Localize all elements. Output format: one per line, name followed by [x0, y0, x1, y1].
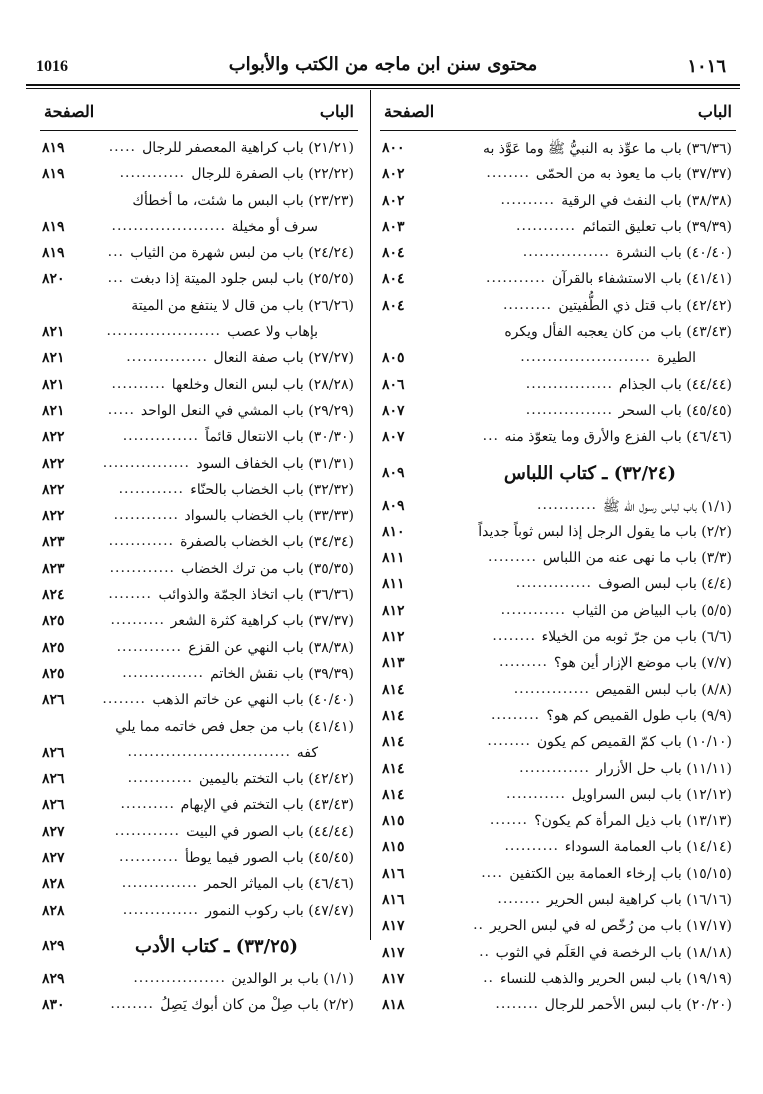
entry-title: (٣٢/٣٢) باب الخضاب بالحنّاء — [190, 481, 354, 498]
entry-page-number: ٨٢١ — [42, 402, 65, 419]
entry-title: بإهاب ولا عصب — [227, 324, 318, 341]
index-entry — [40, 347, 358, 373]
leader-dots: ............ — [119, 165, 185, 182]
column-header-page: الصفحة — [44, 102, 95, 121]
entry-title: (٢٠/٢٠) باب لبس الأحمر للرجال — [544, 997, 732, 1014]
leader-dots: ........... — [119, 849, 179, 866]
entry-title: (٩/٩) باب طول القميص كم هو؟ — [546, 707, 732, 724]
entry-title: (٤١/٤١) باب الاستشفاء بالقرآن — [551, 271, 732, 288]
index-entry — [380, 426, 736, 452]
index-entry — [380, 705, 736, 731]
index-entry — [40, 610, 358, 636]
index-entry — [380, 942, 736, 968]
leader-dots: ... — [107, 244, 124, 261]
index-entry — [380, 295, 736, 321]
entry-title: (١١/١١) باب حل الأزرار — [596, 760, 732, 777]
entry-title: (٣٧/٣٧) باب ما يعوذ به من الحمّى — [535, 166, 732, 183]
entry-page-number: ٨١٧ — [382, 918, 405, 935]
entry-title: (٣٧/٣٧) باب كراهية كثرة الشعر — [170, 613, 354, 630]
leader-dots: ..................... — [106, 323, 221, 340]
entry-title: (٢٦/٢٦) باب من قال لا ينتفع من الميتة — [131, 297, 354, 314]
leader-dots: ..... — [107, 401, 135, 418]
entry-page-number: ٨٢٢ — [42, 429, 65, 446]
entry-page-number: ٨٢٧ — [42, 850, 65, 867]
index-entry — [380, 652, 736, 678]
entry-page-number: ٨٠٤ — [382, 297, 405, 314]
leader-dots: ........ — [108, 586, 152, 603]
entry-title: (٣١/٣١) باب الخفاف السود — [196, 455, 354, 472]
page-header — [28, 52, 738, 84]
leader-dots: ........ — [492, 628, 536, 645]
index-entry — [40, 374, 358, 400]
entry-title: (٤٤/٤٤) باب الصور في البيت — [186, 823, 354, 840]
index-entry — [380, 137, 736, 163]
index-entry — [40, 426, 358, 452]
index-entry — [40, 873, 358, 899]
index-entry — [40, 584, 358, 610]
entry-title: (٨/٨) باب لبس القميص — [595, 681, 732, 698]
index-entry — [40, 900, 358, 926]
entry-title: (٢٨/٢٨) باب لبس النعال وخلعها — [171, 376, 354, 393]
entry-page-number: ٨١٤ — [382, 760, 405, 777]
index-entry — [40, 637, 358, 663]
index-entry — [380, 679, 736, 705]
entry-page-number: ٨١١ — [382, 576, 405, 593]
entry-page-number: ٨٢٧ — [42, 823, 65, 840]
entry-title: (٢٧/٢٧) باب صفة النعال — [213, 350, 354, 367]
index-entry — [380, 268, 736, 294]
leader-dots: ... — [107, 270, 124, 287]
index-entry — [380, 889, 736, 915]
index-entry-continuation — [40, 321, 358, 347]
entry-page-number: ٨١٤ — [382, 681, 405, 698]
index-entry — [40, 505, 358, 531]
leader-dots: .......... — [500, 191, 555, 208]
index-entry — [40, 400, 358, 426]
leader-dots: .. — [473, 917, 484, 934]
leader-dots: ......... — [498, 654, 548, 671]
entry-title: (٦/٦) باب من جرّ ثوبه من الخيلاء — [541, 629, 732, 646]
leader-dots: ................ — [525, 401, 613, 418]
entry-page-number: ٨٢٦ — [42, 771, 65, 788]
index-entry — [40, 295, 358, 321]
column-header-rule — [40, 130, 358, 131]
index-entry — [380, 915, 736, 941]
index-entry — [40, 994, 358, 1020]
entry-title: (٤٠/٤٠) باب النهي عن خاتم الذهب — [152, 692, 354, 709]
leader-dots: ............ — [109, 559, 175, 576]
leader-dots: .......... — [111, 375, 166, 392]
entry-page-number: ٨١٦ — [382, 892, 405, 909]
entry-title: (٢/٢) باب صِلْ من كان أبوك يَصِلُ — [160, 997, 354, 1014]
entry-page-number: ٨١٧ — [382, 970, 405, 987]
index-entry — [380, 216, 736, 242]
entry-title: (١٣/١٣) باب ذيل المرأة كم يكون؟ — [534, 813, 732, 830]
index-entry — [380, 600, 736, 626]
section-heading — [380, 453, 736, 495]
entry-title: (١٥/١٥) باب إرخاء العمامة بين الكتفين — [509, 865, 732, 882]
entry-title: سرف أو مخيلة — [231, 218, 318, 235]
column-header-page: الصفحة — [384, 102, 435, 121]
entry-title: (١٢/١٢) باب لبس السراويل — [571, 786, 732, 803]
entry-title: (٢٤/٢٤) باب من لبس شهرة من الثياب — [130, 245, 354, 262]
entry-page-number: ٨٢٩ — [42, 937, 65, 954]
entry-page-number: ٨٢١ — [42, 376, 65, 393]
index-entry-continuation — [40, 742, 358, 768]
entry-page-number: ٨٢٣ — [42, 560, 65, 577]
entry-page-number: ٨٠٠ — [382, 140, 405, 156]
index-entry — [380, 495, 736, 521]
entry-title: (١٦/١٦) باب كراهية لبس الحرير — [546, 892, 732, 909]
leader-dots: .............................. — [127, 743, 291, 760]
entry-page-number: ٨٢٣ — [42, 534, 65, 551]
column-header-bab: الباب — [319, 102, 354, 121]
leader-dots: ............ — [114, 822, 180, 839]
entry-title: كفه — [296, 744, 318, 761]
entry-page-number: ٨٠٤ — [382, 271, 405, 288]
entry-title: (٣٥/٣٥) باب من ترك الخضاب — [181, 560, 354, 577]
entry-page-number: ٨٠٩ — [382, 464, 405, 481]
index-entry — [40, 558, 358, 584]
entry-title: (٣٤/٣٤) باب الخضاب بالصفرة — [180, 534, 354, 551]
index-entry — [40, 268, 358, 294]
index-entry — [380, 784, 736, 810]
leader-dots: ......... — [487, 549, 537, 566]
leader-dots: .............. — [122, 901, 199, 918]
entry-title: (٣٩/٣٩) باب تعليق التمائم — [582, 218, 732, 235]
section-heading — [40, 926, 358, 968]
entry-page-number: ٨٢٨ — [42, 902, 65, 919]
index-entry — [40, 479, 358, 505]
entry-page-number: ٨٠٢ — [382, 166, 405, 183]
entry-page-number: ٨١٨ — [382, 997, 405, 1014]
entry-title: (٤٢/٤٢) باب قتل ذي الطُّفيتين — [558, 297, 732, 314]
leader-dots: ..... — [108, 139, 136, 155]
entry-page-number: ٨١٩ — [42, 245, 65, 262]
index-entry — [380, 242, 736, 268]
leader-dots: ............ — [116, 638, 182, 655]
entry-title: (٤٣/٤٣) باب من كان يعجبه الفأل ويكره — [504, 324, 732, 341]
entry-page-number: ٨٢٥ — [42, 613, 65, 630]
entry-title: الطيرة — [657, 350, 696, 367]
entry-title: (٣٦/٣٦) باب اتخاذ الجمّة والذوائب — [158, 587, 354, 604]
entry-page-number: ٨٠٦ — [382, 376, 405, 393]
section-title: (٣٣/٢٥) ـ كتاب الأدب — [134, 935, 298, 957]
index-entry — [40, 689, 358, 715]
leader-dots: .............. — [515, 575, 592, 592]
entry-page-number: ٨٢١ — [42, 324, 65, 341]
page-title: محتوى سنن ابن ماجه من الكتب والأبواب — [228, 54, 538, 75]
index-entry — [380, 374, 736, 400]
index-entry — [40, 242, 358, 268]
entry-page-number: ٨٢٦ — [42, 744, 65, 761]
index-entry — [380, 573, 736, 599]
leader-dots: ................ — [102, 454, 190, 471]
leader-dots: ............... — [122, 664, 204, 681]
entry-title: (٣٩/٣٩) باب نقش الخاتم — [210, 665, 354, 682]
entry-page-number: ٨٠٢ — [382, 192, 405, 209]
entry-page-number: ٨٢٨ — [42, 876, 65, 893]
entry-page-number: ٨١٠ — [382, 523, 405, 540]
leader-dots: .............. — [122, 428, 199, 445]
entry-title: (٣٠/٣٠) باب الانتعال قائماً — [205, 429, 354, 446]
index-entry — [380, 163, 736, 189]
leader-dots: .............. — [121, 875, 198, 892]
index-entry — [40, 794, 358, 820]
entry-page-number: ٨٢٢ — [42, 481, 65, 498]
entry-page-number: ٨٠٧ — [382, 429, 405, 446]
index-entry — [380, 521, 736, 547]
index-entry — [40, 716, 358, 742]
leader-dots: ............ — [118, 480, 184, 497]
leader-dots: ........... — [506, 785, 566, 802]
leader-dots: ................. — [133, 969, 226, 986]
entry-page-number: ٨١٤ — [382, 786, 405, 803]
leader-dots: ....... — [489, 812, 528, 829]
entry-title: (٢٥/٢٥) باب لبس جلود الميتة إذا دبغت — [130, 271, 354, 288]
index-entry — [40, 163, 358, 189]
entry-title: (٤٣/٤٣) باب التختم في الإبهام — [180, 797, 354, 814]
leader-dots: ............. — [519, 759, 590, 776]
page-number-arabic: ١٠١٦ — [687, 56, 726, 77]
index-entry — [380, 190, 736, 216]
entry-title: (١٩/١٩) باب لبس الحرير والذهب للنساء — [499, 970, 732, 987]
entry-page-number: ٨١٧ — [382, 944, 405, 961]
entry-title: (٣٨/٣٨) باب النفث في الرقية — [561, 192, 732, 209]
entry-title: (٥/٥) باب البياض من الثياب — [572, 602, 732, 619]
leader-dots: ........... — [537, 496, 597, 513]
leader-dots: ........ — [487, 733, 531, 750]
column-header-bab: الباب — [697, 102, 732, 121]
entry-page-number: ٨٢٢ — [42, 508, 65, 525]
entry-page-number: ٨١٩ — [42, 218, 65, 235]
entry-title: (٣٦/٣٦) باب ما عوِّذ به النبيُّ ﷺ وما عَوَّذ به — [482, 141, 732, 157]
leader-dots: ........... — [516, 217, 576, 234]
left-column — [40, 100, 358, 1021]
index-entry — [40, 531, 358, 557]
entry-title: (٤١/٤١) باب من جعل فص خاتمه مما يلي — [115, 718, 354, 735]
index-entry — [40, 453, 358, 479]
leader-dots: ............ — [500, 601, 566, 618]
index-entry-continuation — [40, 216, 358, 242]
index-entry — [40, 847, 358, 873]
entry-title: (٤/٤) باب لبس الصوف — [598, 576, 732, 593]
entry-page-number: ٨٠٧ — [382, 402, 405, 419]
entry-page-number: ٨١٢ — [382, 602, 405, 619]
entry-page-number: ٨٢٥ — [42, 639, 65, 656]
leader-dots: ................ — [525, 375, 613, 392]
index-entry — [40, 663, 358, 689]
right-column — [380, 100, 736, 1021]
entry-title: (٤٥/٤٥) باب الصور فيما يوطأ — [185, 850, 354, 867]
entry-title: (٢٣/٢٣) باب البس ما شئت، ما أخطأك — [132, 192, 354, 209]
entry-title: (١٤/١٤) باب العمامة السوداء — [564, 839, 732, 856]
column-header-rule — [380, 130, 736, 131]
index-entry — [40, 768, 358, 794]
index-entry — [380, 810, 736, 836]
entry-page-number: ٨٢٠ — [42, 271, 65, 288]
leader-dots: ........ — [497, 891, 541, 908]
leader-dots: ............ — [113, 507, 179, 524]
leader-dots: .......... — [110, 612, 165, 629]
leader-dots: ... — [482, 428, 499, 445]
index-entry — [380, 863, 736, 889]
entry-page-number: ٨٣٠ — [42, 997, 65, 1014]
index-entry — [380, 400, 736, 426]
entry-title: (٢١/٢١) باب كراهية المعصفر للرجال — [142, 140, 354, 156]
entry-title: (٢/٢) باب ما يقول الرجل إذا لبس ثوباً جديداً — [478, 523, 732, 540]
entry-title: (٤٤/٤٤) باب الجذام — [618, 376, 732, 393]
leader-dots: ........ — [486, 165, 530, 182]
index-entry — [380, 836, 736, 862]
index-entry — [380, 968, 736, 994]
entry-title: (٤٦/٤٦) باب الفزع والأرق وما يتعوّذ منه — [504, 429, 732, 446]
entry-title: (٢٩/٢٩) باب المشي في النعل الواحد — [140, 402, 354, 419]
entry-page-number: ٨١٥ — [382, 839, 405, 856]
entry-page-number: ٨٠٤ — [382, 245, 405, 262]
entry-title: (٣/٣) باب ما نهى عنه من اللباس — [542, 550, 732, 567]
leader-dots: ........................ — [520, 349, 651, 366]
leader-dots: ............... — [126, 349, 208, 366]
leader-dots: ......... — [502, 296, 552, 313]
entry-title: (٤٠/٤٠) باب النشرة — [616, 245, 732, 262]
section-title: (٣٢/٢٤) ـ كتاب اللباس — [503, 462, 676, 484]
entry-page-number: ٨٢٦ — [42, 692, 65, 709]
entry-title: (٤٢/٤٢) باب التختم باليمين — [198, 771, 354, 788]
entry-page-number: ٨١١ — [382, 550, 405, 567]
column-header — [40, 100, 358, 126]
entry-title: (٤٥/٤٥) باب السحر — [618, 402, 732, 419]
entry-page-number: ٨٢٤ — [42, 587, 65, 604]
index-entry — [40, 968, 358, 994]
index-entry — [380, 731, 736, 757]
entry-page-number: ٨٢٥ — [42, 665, 65, 682]
leader-dots: ........... — [486, 270, 546, 287]
entry-title: (١/١) باب بر الوالدين — [231, 970, 354, 987]
header-rule-thin — [26, 88, 740, 89]
index-entry — [380, 547, 736, 573]
index-entry — [380, 626, 736, 652]
entry-page-number: ٨٢١ — [42, 350, 65, 367]
leader-dots: ......... — [490, 706, 540, 723]
entry-page-number: ٨٠٩ — [382, 497, 405, 514]
leader-dots: .......... — [120, 796, 175, 813]
entry-page-number: ٨٠٣ — [382, 218, 405, 235]
page-number-latin: 1016 — [36, 58, 68, 75]
entry-title: (١/١) باب لباس رسول الله ﷺ — [602, 498, 732, 515]
index-entry — [40, 821, 358, 847]
entry-page-number: ٨١٩ — [42, 166, 65, 183]
entry-page-number: ٨٠٥ — [382, 350, 405, 367]
entry-title: (٤٦/٤٦) باب المياثر الحمر — [204, 876, 354, 893]
entry-page-number: ٨٢٢ — [42, 455, 65, 472]
leader-dots: .. — [483, 969, 494, 986]
leader-dots: ............ — [108, 533, 174, 550]
entry-page-number: ٨٢٩ — [42, 970, 65, 987]
index-entry — [380, 321, 736, 347]
leader-dots: .... — [481, 864, 503, 881]
entry-title: (١٨/١٨) باب الرخصة في العَلَم في الثوب — [495, 944, 732, 961]
column-header — [380, 100, 736, 126]
column-divider — [370, 90, 371, 940]
entry-page-number: ٨١٤ — [382, 734, 405, 751]
entry-title: (٣٨/٣٨) باب النهي عن القزع — [188, 639, 354, 656]
leader-dots: ........ — [102, 691, 146, 708]
entry-page-number: ٨١٤ — [382, 707, 405, 724]
entry-title: (٤٧/٤٧) باب ركوب النمور — [205, 902, 354, 919]
entry-title: (٧/٧) باب موضع الإزار أين هو؟ — [553, 655, 732, 672]
index-entry — [40, 190, 358, 216]
leader-dots: .......... — [504, 838, 559, 855]
entry-title: (٣٣/٣٣) باب الخضاب بالسواد — [184, 508, 354, 525]
entry-page-number: ٨٢٦ — [42, 797, 65, 814]
entry-title: (١٠/١٠) باب كمّ القميص كم يكون — [536, 734, 732, 751]
entry-page-number: ٨١٢ — [382, 629, 405, 646]
leader-dots: ................ — [522, 244, 610, 261]
entry-title: (١٧/١٧) باب من رُخّص له في لبس الحرير — [490, 918, 732, 935]
entry-page-number: ٨١٦ — [382, 865, 405, 882]
index-entry — [40, 137, 358, 163]
header-rule — [26, 84, 740, 86]
index-entry — [380, 994, 736, 1020]
leader-dots: ........ — [110, 996, 154, 1013]
leader-dots: ........ — [495, 996, 539, 1013]
leader-dots: ..................... — [111, 217, 226, 234]
entry-page-number: ٨١٣ — [382, 655, 405, 672]
index-entry — [380, 758, 736, 784]
entry-page-number: ٨١٥ — [382, 813, 405, 830]
leader-dots: ............ — [127, 770, 193, 787]
leader-dots: .............. — [513, 680, 590, 697]
entry-title: (٢٢/٢٢) باب الصفرة للرجال — [191, 166, 354, 183]
leader-dots: .. — [479, 943, 490, 960]
entry-page-number: ٨١٩ — [42, 140, 65, 156]
index-entry-continuation — [380, 347, 736, 373]
